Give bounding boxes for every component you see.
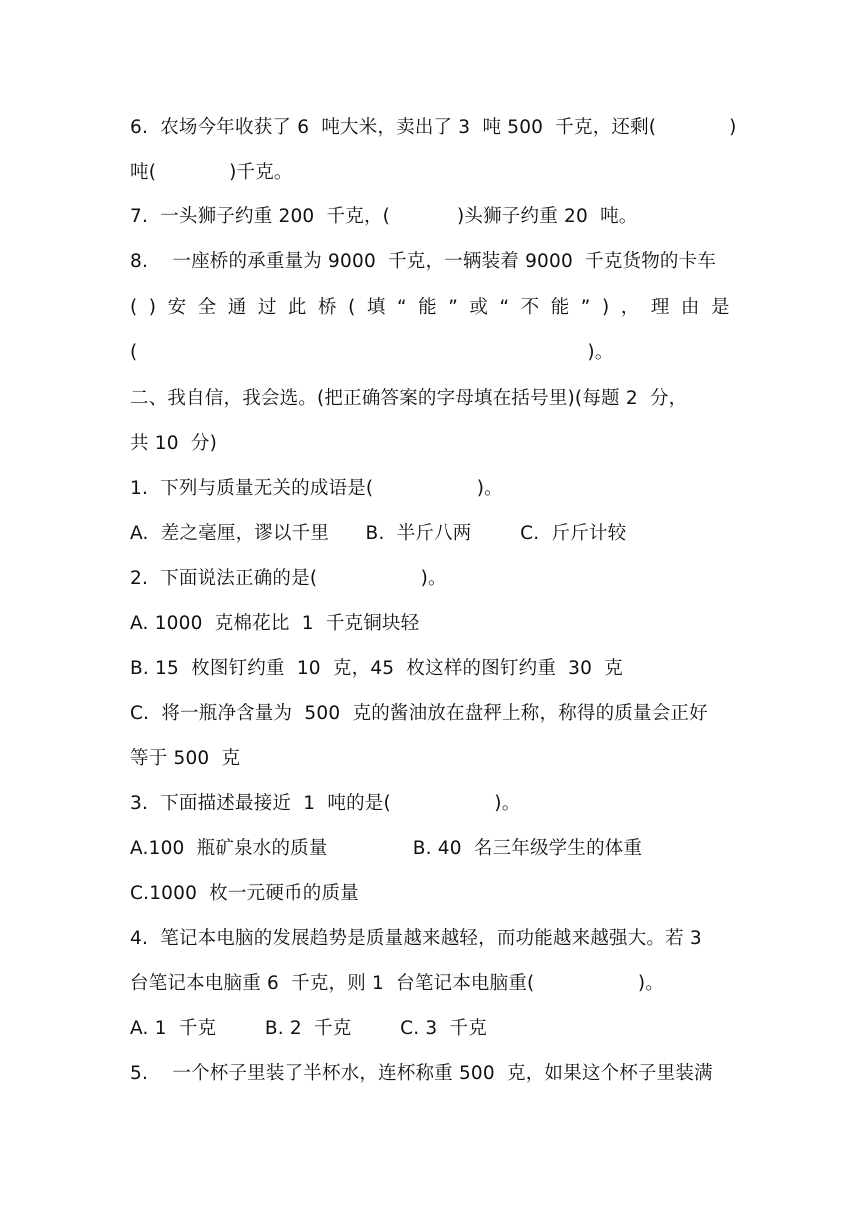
s2-q3-option-c: C.1000 枚一元硬币的质量 [130,883,359,904]
q8-char: 全 [197,297,217,318]
section-2-heading-cont: 共 10 分) [130,433,218,454]
q8-char: 或 [469,297,489,318]
q8-char: 桥 [317,297,337,318]
q8-char: 此 [287,297,307,318]
q8-char: 由 [680,297,700,318]
q8-char: ” [448,297,458,318]
q8-char: 过 [257,297,277,318]
q8-char: ) [601,297,610,318]
q8-blank-open: ( [130,297,138,318]
q6-line-1: 6. 农场今年收获了 6 吨大米，卖出了 3 吨 500 千克，还剩( ) [130,117,737,138]
q8-char: 不 [520,297,540,318]
q8-char: 能 [550,297,570,318]
q8-char: 通 [227,297,247,318]
q8-char: 安 [167,297,187,318]
s2-q4-line-2: 台笔记本电脑重 6 千克，则 1 台笔记本电脑重( )。 [130,973,664,994]
q8-char: 能 [418,297,437,318]
s2-q1-line: 1. 下列与质量无关的成语是( )。 [130,478,503,499]
q8-line-3: ( )。 [130,342,614,363]
q8-char: ” [580,297,591,318]
s2-q2-option-c-cont: 等于 500 克 [130,748,241,769]
s2-q2-line: 2. 下面说法正确的是( )。 [130,568,447,589]
s2-q2-option-a: A. 1000 克棉花比 1 千克铜块轻 [130,613,420,634]
s2-q5-line: 5. 一个杯子里装了半杯水，连杯称重 500 克，如果这个杯子里装满 [130,1063,713,1084]
q8-line-1: 8. 一座桥的承重量为 9000 千克，一辆装着 9000 千克货物的卡车 [130,251,717,272]
q8-char: “ [499,297,510,318]
q8-line-2 [130,296,730,320]
q8-char: 填 [366,297,386,318]
q8-char: ( [348,297,356,318]
s2-q4-line-1: 4. 笔记本电脑的发展趋势是质量越来越轻，而功能越来越强大。若 3 [130,928,702,949]
s2-q2-option-c: C. 将一瓶净含量为 500 克的酱油放在盘秤上称，称得的质量会正好 [130,703,708,724]
q6-line-2: 吨( )千克。 [130,162,293,183]
s2-q4-options: A. 1 千克 B. 2 千克 C. 3 千克 [130,1018,487,1039]
q8-blank-close: ) [148,297,157,318]
s2-q3-line: 3. 下面描述最接近 1 吨的是( )。 [130,793,521,814]
s2-q2-option-b: B. 15 枚图钉约重 10 克，45 枚这样的图钉约重 30 克 [130,658,623,679]
q8-char: 是 [710,297,730,318]
section-2-heading: 二、我自信，我会选。(把正确答案的字母填在括号里)(每题 2 分， [130,388,688,409]
q8-char: ， [620,297,640,318]
s2-q3-options-ab: A.100 瓶矿泉水的质量 B. 40 名三年级学生的体重 [130,838,643,859]
q7-line: 7. 一头狮子约重 200 千克，( )头狮子约重 20 吨。 [130,206,638,227]
s2-q1-options: A. 差之毫厘，谬以千里 B. 半斤八两 C. 斤斤计较 [130,523,627,544]
q8-char: 理 [650,297,670,318]
q8-char: “ [396,297,407,318]
